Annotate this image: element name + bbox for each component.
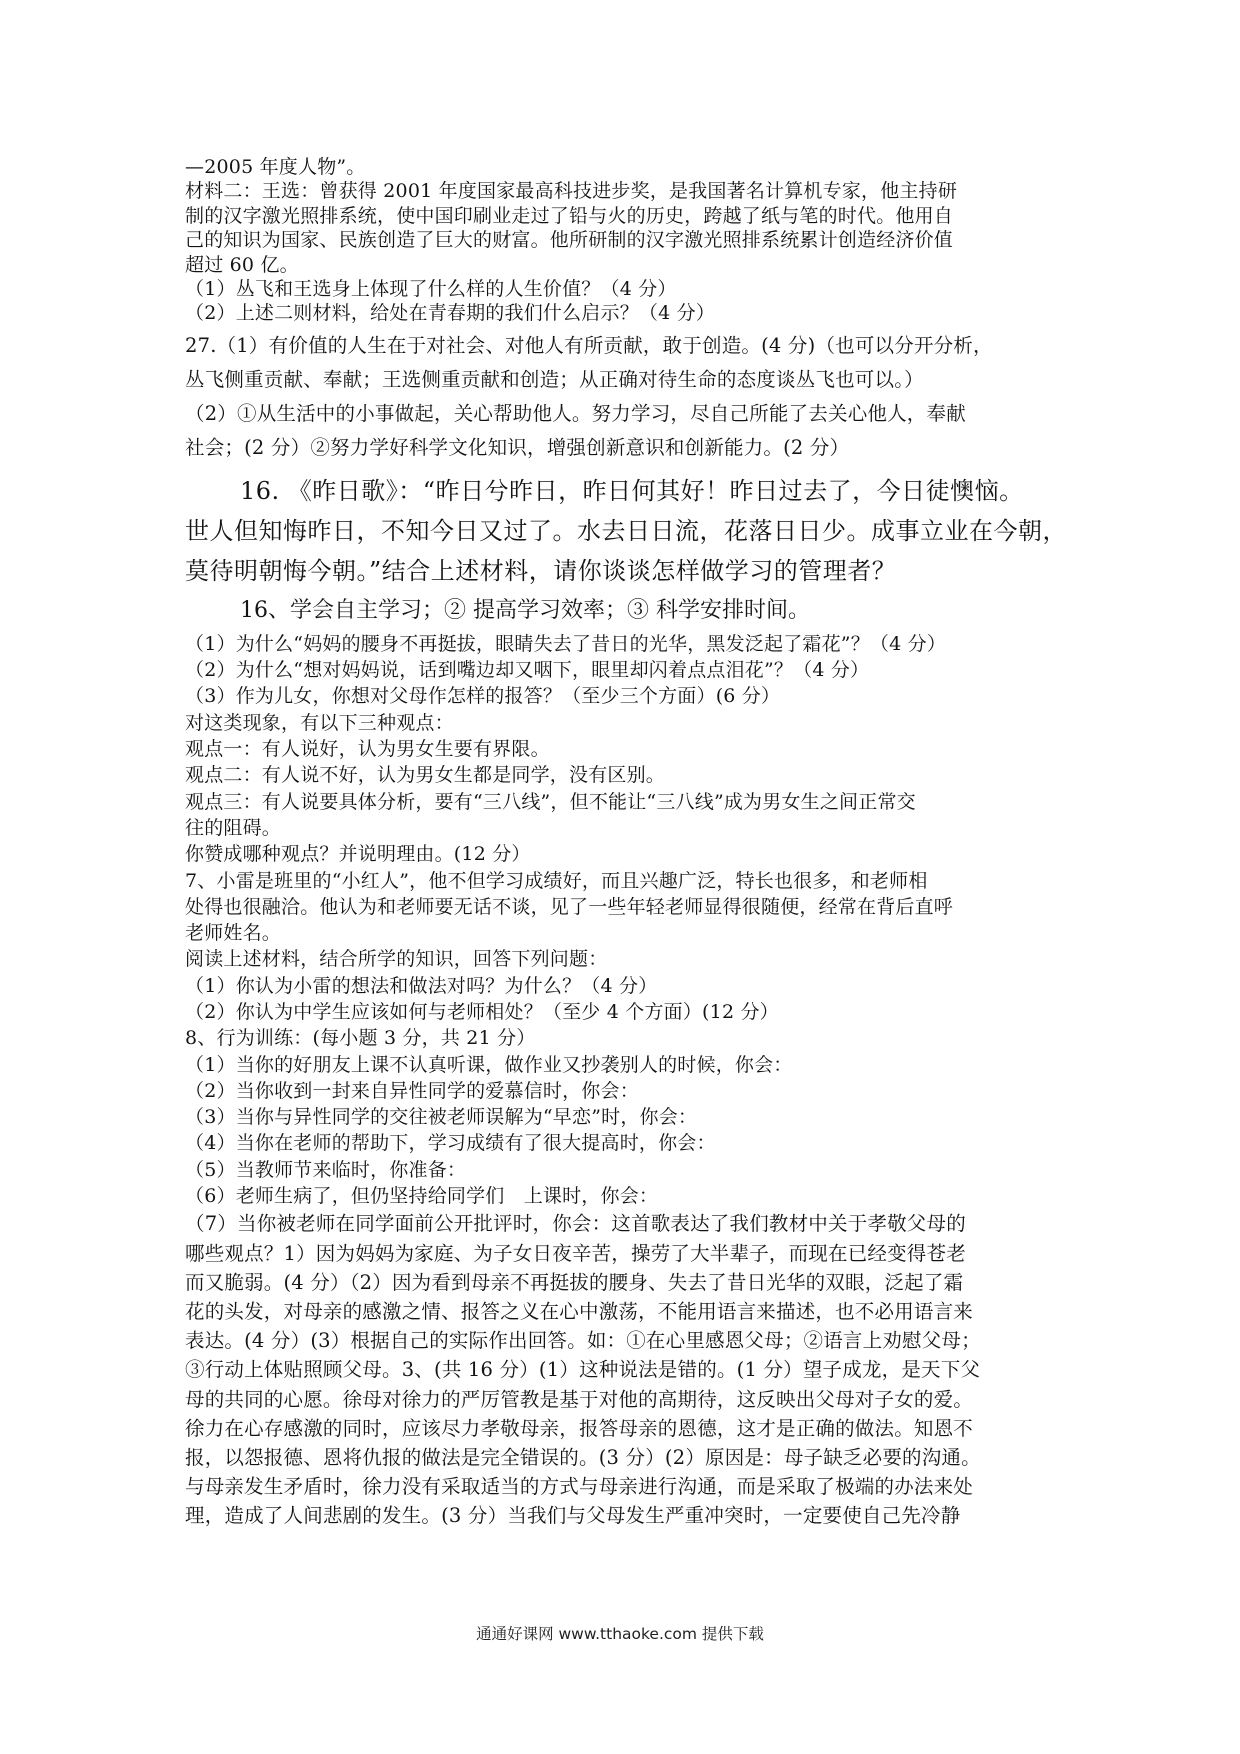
text-line: 母的共同的心愿。徐母对徐力的严厉管教是基于对他的高期待，这反映出父母对子女的爱。 [185, 1387, 974, 1411]
question-line: （1）丛飞和王选身上体现了什么样的人生价值？（4 分） [185, 278, 677, 301]
text-line: 老师姓名。 [185, 922, 282, 945]
text-line: ③行动上体贴照顾父母。3、(共 16 分）(1）这种说法是错的。(1 分）望子成龙，是天下父 [185, 1358, 981, 1382]
text-line: 己的知识为国家、民族创造了巨大的财富。他所研制的汉字激光照排系统累计创造经济价值 [185, 229, 954, 252]
question-16-section [185, 471, 1065, 591]
text-line: 7、小雷是班里的“小红人”，他不但学习成绩好，而且兴趣广泛，特长也很多，和老师相 [185, 869, 928, 892]
text-line: 徐力在心存感激的同时，应该尽力孝敬母亲，报答母亲的恩德，这才是正确的做法。知恩不 [185, 1416, 974, 1440]
text-line: （3）当你与异性同学的交往被老师误解为“早恋”时，你会： [185, 1106, 698, 1129]
text-line: 对这类现象，有以下三种观点： [185, 711, 454, 734]
text-line: （1）你认为小雷的想法和做法对吗？为什么？（4 分） [185, 974, 658, 997]
question-line: 莫待明朝悔今朝。”结合上述材料，请你谈谈怎样做学习的管理者？ [185, 556, 897, 585]
text-line: （4）当你在老师的帮助下，学习成绩有了很大提高时，你会： [185, 1132, 716, 1155]
question-line: 16. 《昨日歌》：“昨日兮昨日，昨日何其好！昨日过去了，今日徒懊恼。 [240, 476, 1024, 505]
answer-line: 丛飞侧重贡献、奉献；王选侧重贡献和创造；从正确对待生命的态度谈丛飞也可以。） [185, 367, 924, 391]
questions-section [185, 631, 1065, 1210]
text-line: 理，造成了人间悲剧的发生。(3 分）当我们与父母发生严重冲突时，一定要使自己先冷静 [185, 1504, 961, 1528]
text-line: （2）你认为中学生应该如何与老师相处？（至少 4 个方面）(12 分） [185, 1001, 779, 1023]
text-line: 与母亲发生矛盾时，徐力没有采取适当的方式与母亲进行沟通，而是采取了极端的办法来处 [185, 1475, 974, 1499]
answer-line: 社会；(2 分）②努力学好科学文化知识，增强创新意识和创新能力。(2 分） [185, 435, 850, 459]
text-line: 观点一：有人说好，认为男女生要有界限。 [185, 738, 550, 761]
text-line: 而又脆弱。(4 分）（2）因为看到母亲不再挺拔的腰身、失去了昔日光华的双眼，泛起了霜 [185, 1270, 964, 1294]
text-line: 阅读上述材料，结合所学的知识，回答下列问题： [185, 948, 608, 971]
text-line: 花的头发，对母亲的感激之情、报答之义在心中激荡，不能用语言来描述，也不必用语言来 [185, 1299, 974, 1323]
document-body [185, 155, 1065, 1531]
text-line: 哪些观点？1）因为妈妈为家庭、为子女日夜辛苦，操劳了大半辈子，而现在已经变得苍老 [185, 1241, 966, 1265]
answer-line: 27.（1）有价值的人生在于对社会、对他人有所贡献，敢于创造。(4 分)（也可以分开分析， [185, 333, 993, 357]
text-line: 处得也很融洽。他认为和老师要无话不谈，见了一些年轻老师显得很随便，经常在背后直呼 [185, 895, 954, 918]
text-line: （3）作为儿女，你想对父母作怎样的报答？（至少三个方面）(6 分） [185, 685, 781, 708]
text-line: 制的汉字激光照排系统，使中国印刷业走过了铅与火的历史，跨越了纸与笔的时代。他用自 [185, 204, 954, 227]
text-line: （1）当你的好朋友上课不认真听课，做作业又抄袭别人的时候，你会： [185, 1053, 793, 1076]
material-section [185, 155, 1065, 326]
question-line: 世人但知悔昨日，不知今日又过了。水去日日流，花落日日少。成事立业在今朝， [185, 516, 1067, 545]
text-line: 超过 60 亿。 [185, 253, 299, 276]
text-line: （5）当教师节来临时，你准备： [185, 1158, 467, 1181]
text-line: 表达。(4 分）(3）根据自己的实际作出回答。如：①在心里感恩父母；②语言上劝慰父母； [185, 1329, 981, 1353]
question-line: （2）上述二则材料，给处在青春期的我们什么启示？（4 分） [185, 302, 716, 325]
text-line: （2）当你收到一封来自异性同学的爱慕信时，你会： [185, 1079, 639, 1102]
answer-27-section [185, 329, 1065, 465]
answers-section [185, 1209, 1065, 1530]
text-line: （7）当你被老师在同学面前公开批评时，你会：这首歌表达了我们教材中关于孝敬父母的 [185, 1212, 966, 1236]
text-line: 往的阻碍。 [185, 816, 282, 839]
answer-line: （2）①从生活中的小事做起，关心帮助他人。努力学习，尽自己所能了去关心他人，奉献 [185, 401, 966, 425]
text-line: （2）为什么“想对妈妈说，话到嘴边却又咽下，眼里却闪着点点泪花”？（4 分） [185, 659, 870, 682]
text-line: 观点二：有人说不好，认为男女生都是同学，没有区别。 [185, 764, 666, 787]
text-line: —2005 年度人物”。 [185, 156, 366, 178]
text-line: 材料二：王选：曾获得 2001 年度国家最高科技进步奖，是我国著名计算机专家，他主持研 [185, 180, 958, 203]
text-line: 8、行为训练：(每小题 3 分，共 21 分） [185, 1027, 536, 1050]
text-line: 你赞成哪种观点？并说明理由。(12 分） [185, 843, 531, 866]
answer-16: 16、学会自主学习；② 提高学习效率；③ 科学安排时间。 [240, 597, 810, 623]
page-footer: 通通好课网 www.tthaoke.com 提供下载 [476, 1625, 764, 1643]
text-line: （6）老师生病了，但仍坚持给同学们 上课时，你会： [185, 1185, 659, 1208]
text-line: （1）为什么“妈妈的腰身不再挺拔，眼睛失去了昔日的光华，黑发泛起了霜花”？（4 分） [185, 632, 947, 655]
text-line: 观点三：有人说要具体分析，要有“三八线”，但不能让“三八线”成为男女生之间正常交 [185, 790, 916, 813]
text-line: 报，以怨报德、恩将仇报的做法是完全错误的。(3 分）(2）原因是：母子缺乏必要的沟通。 [185, 1446, 981, 1469]
